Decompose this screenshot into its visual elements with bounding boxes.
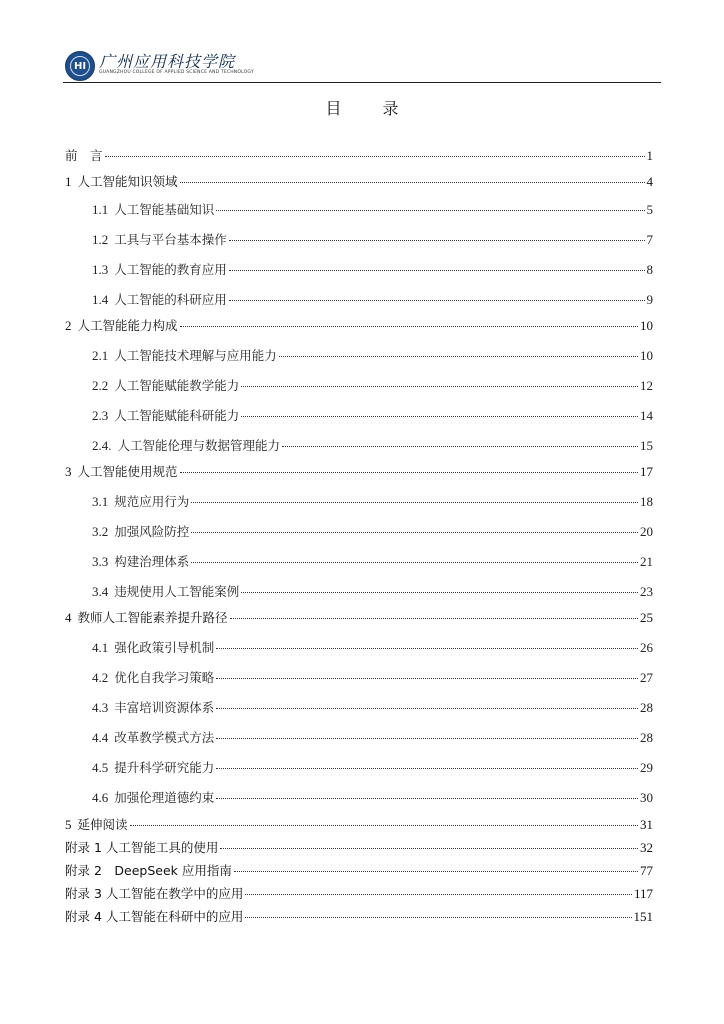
toc-entry-title: 丰富培训资源体系 — [114, 700, 215, 715]
toc-dot-leader — [229, 270, 645, 271]
toc-entry-title: 人工智能技术理解与应用能力 — [114, 348, 277, 363]
toc-dot-leader — [180, 326, 638, 327]
toc-entry-number: 3.3 — [92, 554, 109, 569]
toc-entry[interactable] — [92, 260, 653, 278]
toc-entry-page-number: 7 — [646, 232, 653, 247]
toc-dot-leader — [282, 446, 638, 447]
toc-entry-page-number: 28 — [640, 700, 653, 715]
toc-entry[interactable] — [92, 788, 653, 806]
toc-entry-page-number: 17 — [640, 464, 653, 479]
toc-entry-title: 优化自我学习策略 — [114, 670, 215, 685]
school-logo-mark: HI — [70, 56, 90, 76]
toc-entry-title: 人工智能知识领域 — [77, 174, 178, 189]
toc-entry-number: 2.3 — [92, 408, 109, 423]
toc-entry-page-number: 32 — [640, 840, 653, 855]
toc-entry-number: 4 — [65, 610, 72, 625]
toc-entry-title: 提升科学研究能力 — [114, 760, 215, 775]
toc-entry-page-number: 5 — [646, 202, 653, 217]
toc-entry-number: 1.3 — [92, 262, 109, 277]
toc-entry[interactable] — [92, 346, 653, 364]
toc-entry-number: 1.1 — [92, 202, 109, 217]
toc-dot-leader — [245, 894, 632, 895]
toc-entry-title: 人工智能的科研应用 — [114, 292, 227, 307]
toc-entry[interactable] — [92, 200, 653, 218]
toc-entry-title: 附录 3 人工智能在教学中的应用 — [65, 886, 244, 901]
toc-entry[interactable] — [92, 376, 653, 394]
toc-entry-page-number: 26 — [640, 640, 653, 655]
toc-entry-page-number: 25 — [640, 610, 653, 625]
toc-entry-page-number: 21 — [640, 554, 653, 569]
toc-entry-page-number: 10 — [640, 348, 653, 363]
school-name-english: GUANGZHOU COLLEGE OF APPLIED SCIENCE AND TECHNOLOGY — [99, 70, 254, 75]
toc-entry-number: 3 — [65, 464, 72, 479]
toc-entry[interactable] — [92, 728, 653, 746]
toc-entry-title: 附录 1 人工智能工具的使用 — [65, 840, 219, 855]
toc-entry-title: 人工智能赋能科研能力 — [114, 408, 240, 423]
toc-entry-title: 前 言 — [65, 148, 103, 163]
toc-entry-page-number: 4 — [646, 174, 653, 189]
toc-entry-page-number: 151 — [633, 909, 653, 924]
toc-entry[interactable] — [65, 815, 653, 833]
toc-dot-leader — [234, 871, 638, 872]
toc-dot-leader — [180, 182, 645, 183]
toc-entry-page-number: 27 — [640, 670, 653, 685]
toc-entry-title: 教师人工智能素养提升路径 — [77, 610, 228, 625]
toc-entry-title: 构建治理体系 — [114, 554, 190, 569]
toc-entry[interactable] — [65, 172, 653, 190]
toc-dot-leader — [241, 592, 638, 593]
toc-entry-number: 4.5 — [92, 760, 109, 775]
toc-entry[interactable] — [65, 462, 653, 480]
toc-dot-leader — [216, 798, 638, 799]
toc-entry-page-number: 9 — [646, 292, 653, 307]
toc-entry-title: 人工智能的教育应用 — [114, 262, 227, 277]
toc-entry-page-number: 18 — [640, 494, 653, 509]
toc-dot-leader — [216, 738, 638, 739]
page-title: 目 录 — [325, 99, 417, 118]
toc-entry[interactable] — [92, 492, 653, 510]
toc-entry-number: 1 — [65, 174, 72, 189]
toc-entry-title: 延伸阅读 — [77, 817, 128, 832]
toc-entry[interactable] — [92, 698, 653, 716]
toc-dot-leader — [241, 386, 638, 387]
toc-entry-number: 4.6 — [92, 790, 109, 805]
toc-entry-page-number: 12 — [640, 378, 653, 393]
school-logo-icon — [65, 51, 95, 81]
toc-entry-page-number: 1 — [646, 148, 653, 163]
toc-entry-title: 规范应用行为 — [114, 494, 190, 509]
toc-dot-leader — [180, 472, 638, 473]
toc-entry-title: 改革教学模式方法 — [114, 730, 215, 745]
toc-dot-leader — [241, 416, 638, 417]
toc-entry[interactable] — [92, 436, 653, 454]
toc-entry-number: 2.2 — [92, 378, 109, 393]
toc-entry-page-number: 14 — [640, 408, 653, 423]
toc-entry-page-number: 15 — [640, 438, 653, 453]
toc-dot-leader — [230, 618, 638, 619]
toc-dot-leader — [105, 156, 645, 157]
toc-entry-number: 4.2 — [92, 670, 109, 685]
document-header — [63, 48, 661, 82]
header-divider — [63, 82, 661, 83]
toc-entry-title: 附录 2 DeepSeek 应用指南 — [65, 863, 232, 878]
toc-dot-leader — [216, 210, 644, 211]
toc-entry[interactable] — [92, 230, 653, 248]
toc-dot-leader — [191, 562, 638, 563]
toc-entry[interactable] — [92, 552, 653, 570]
toc-dot-leader — [245, 917, 631, 918]
school-name: 广州应用科技学院 — [99, 52, 236, 71]
toc-entry-page-number: 30 — [640, 790, 653, 805]
toc-entry-page-number: 31 — [640, 817, 653, 832]
toc-entry[interactable] — [92, 522, 653, 540]
toc-entry[interactable] — [92, 290, 653, 308]
toc-entry-page-number: 10 — [640, 318, 653, 333]
toc-entry-number: 2 — [65, 318, 72, 333]
toc-dot-leader — [130, 825, 638, 826]
toc-entry[interactable] — [92, 758, 653, 776]
toc-dot-leader — [220, 848, 638, 849]
toc-dot-leader — [216, 648, 638, 649]
toc-entry-page-number: 29 — [640, 760, 653, 775]
toc-dot-leader — [191, 502, 638, 503]
toc-dot-leader — [216, 708, 638, 709]
toc-entry-number: 5 — [65, 817, 72, 832]
toc-entry-title: 违规使用人工智能案例 — [114, 584, 240, 599]
toc-entry[interactable] — [92, 406, 653, 424]
toc-entry-number: 3.1 — [92, 494, 109, 509]
toc-entry-title: 加强伦理道德约束 — [114, 790, 215, 805]
toc-entry[interactable] — [65, 838, 653, 856]
toc-dot-leader — [191, 532, 638, 533]
toc-dot-leader — [216, 768, 638, 769]
toc-entry-page-number: 23 — [640, 584, 653, 599]
toc-entry-title: 附录 4 人工智能在科研中的应用 — [65, 909, 244, 924]
toc-dot-leader — [216, 678, 638, 679]
toc-entry[interactable] — [65, 608, 653, 626]
toc-entry-number: 4.3 — [92, 700, 109, 715]
toc-entry[interactable] — [92, 638, 653, 656]
toc-entry-number: 1.4 — [92, 292, 109, 307]
toc-entry-number: 3.2 — [92, 524, 109, 539]
toc-entry-title: 人工智能伦理与数据管理能力 — [117, 438, 281, 453]
toc-entry-title: 人工智能使用规范 — [77, 464, 178, 479]
toc-entry[interactable] — [65, 907, 653, 925]
toc-dot-leader — [279, 356, 638, 357]
toc-entry-page-number: 117 — [633, 886, 653, 901]
toc-entry-title: 人工智能基础知识 — [114, 202, 215, 217]
toc-entry[interactable] — [92, 668, 653, 686]
toc-dot-leader — [229, 300, 645, 301]
toc-entry-title: 人工智能能力构成 — [77, 318, 178, 333]
toc-entry-title: 加强风险防控 — [114, 524, 190, 539]
toc-entry-number: 4.1 — [92, 640, 109, 655]
toc-entry-page-number: 20 — [640, 524, 653, 539]
toc-entry[interactable] — [65, 884, 653, 902]
toc-entry[interactable] — [65, 861, 653, 879]
toc-entry[interactable] — [92, 582, 653, 600]
toc-entry[interactable] — [65, 146, 653, 164]
toc-entry-title: 工具与平台基本操作 — [114, 232, 227, 247]
toc-entry-page-number: 77 — [640, 863, 653, 878]
toc-entry-page-number: 28 — [640, 730, 653, 745]
toc-entry-title: 人工智能赋能教学能力 — [114, 378, 240, 393]
toc-entry-number: 1.2 — [92, 232, 109, 247]
toc-entry-number: 2.4. — [92, 438, 112, 453]
toc-entry-number: 4.4 — [92, 730, 109, 745]
toc-entry-number: 2.1 — [92, 348, 109, 363]
toc-entry-number: 3.4 — [92, 584, 109, 599]
toc-entry-page-number: 8 — [646, 262, 653, 277]
toc-dot-leader — [229, 240, 645, 241]
toc-entry[interactable] — [65, 316, 653, 334]
toc-entry-title: 强化政策引导机制 — [114, 640, 215, 655]
